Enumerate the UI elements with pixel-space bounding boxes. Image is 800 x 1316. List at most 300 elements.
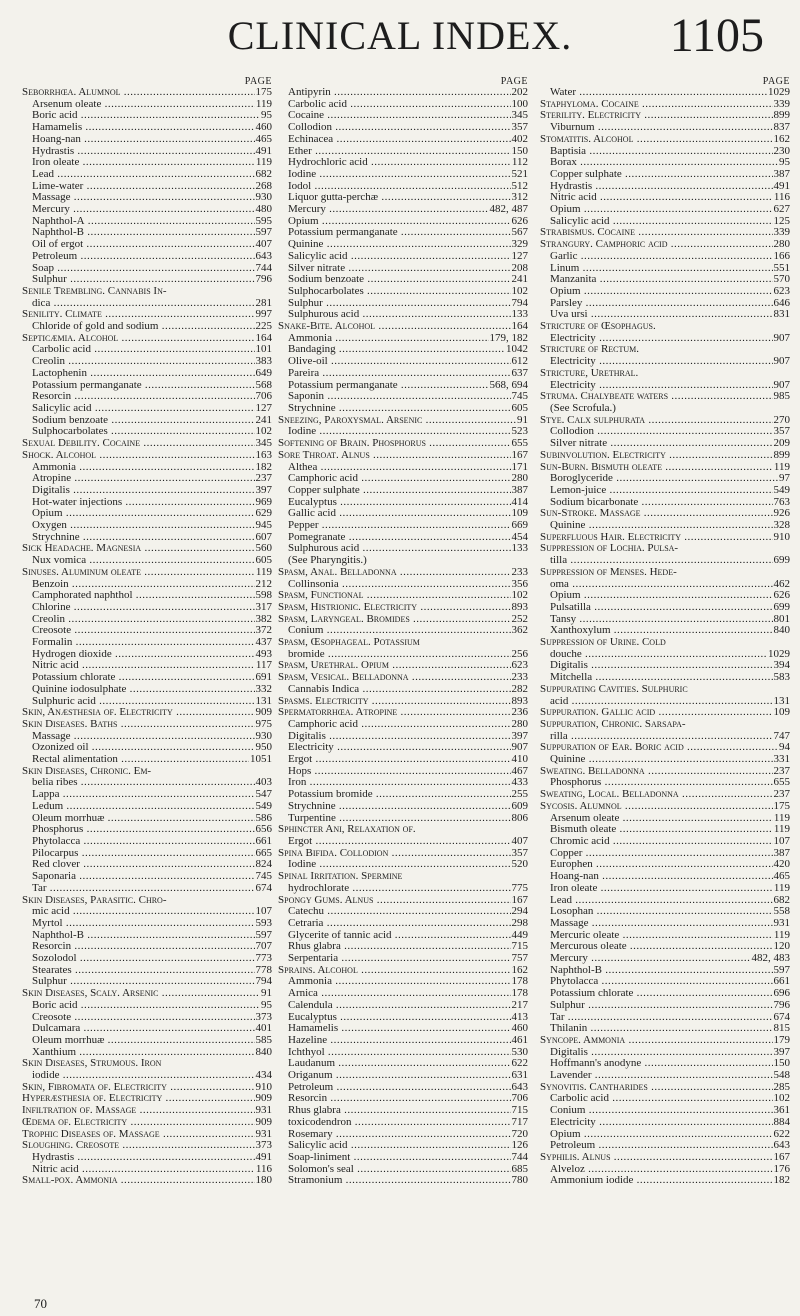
entry-page-ref: 521 xyxy=(511,168,528,180)
index-entry xyxy=(540,239,790,251)
index-entry xyxy=(22,321,272,333)
index-entry xyxy=(540,251,790,263)
entry-term: Xanthoxylum ..... xyxy=(550,625,790,636)
index-entry xyxy=(22,1058,272,1070)
entry-term: Œdema of. Electricity ..... xyxy=(22,1117,272,1128)
entry-term: Electricity ..... xyxy=(288,742,528,753)
index-entry xyxy=(540,1117,790,1129)
entry-term: Sneezing, Paroxysmal. Arsenic ..... xyxy=(278,415,528,426)
index-entry xyxy=(22,1117,272,1129)
index-entry xyxy=(22,227,272,239)
index-entry xyxy=(540,637,790,649)
entry-page-ref: 133 xyxy=(511,543,528,555)
entry-term: Bandaging ..... xyxy=(288,344,528,355)
entry-term: Petroleum ..... xyxy=(550,1140,790,1151)
index-entry xyxy=(22,1070,272,1082)
entry-page-ref: 570 xyxy=(773,274,790,286)
entry-page-ref: 178 xyxy=(511,976,528,988)
entry-term: Pulsatilla ..... xyxy=(550,602,790,613)
entry-term: Tar ..... xyxy=(550,1012,790,1023)
entry-page-ref: 899 xyxy=(773,449,790,461)
entry-page-ref: 607 xyxy=(255,531,272,543)
entry-page-ref: 717 xyxy=(511,1116,528,1128)
entry-page-ref: 97 xyxy=(779,473,790,485)
index-entry xyxy=(278,836,528,848)
index-entry xyxy=(540,204,790,216)
index-entry xyxy=(22,813,272,825)
entry-page-ref: 150 xyxy=(773,1058,790,1070)
index-entry xyxy=(278,988,528,1000)
entry-term: Sodium benzoate ..... xyxy=(32,415,272,426)
entry-page-ref: 268 xyxy=(255,180,272,192)
entry-page-ref: 133 xyxy=(511,309,528,321)
index-entry xyxy=(540,953,790,965)
index-entry xyxy=(540,719,790,731)
index-entry xyxy=(22,895,272,907)
entry-page-ref: 294 xyxy=(511,906,528,918)
entry-page-ref: 631 xyxy=(511,1070,528,1082)
entry-page-ref: 410 xyxy=(511,754,528,766)
entry-page-ref: 127 xyxy=(511,250,528,262)
entry-page-ref: 397 xyxy=(511,730,528,742)
entry-page-ref: 622 xyxy=(773,1128,790,1140)
index-entry xyxy=(278,450,528,462)
index-entry xyxy=(278,777,528,789)
entry-term: Sinuses. Aluminum oleate ..... xyxy=(22,567,272,578)
index-entry xyxy=(278,895,528,907)
entry-page-ref: 182 xyxy=(255,461,272,473)
entry-term: Naphthol-B ..... xyxy=(32,930,272,941)
entry-term: Naphthol-B ..... xyxy=(32,227,272,238)
entry-term: Softening of Brain. Phosphorus ..... xyxy=(278,438,528,449)
index-entry xyxy=(22,637,272,649)
index-entry xyxy=(22,426,272,438)
entry-page-ref: 930 xyxy=(255,192,272,204)
entry-term: Cocaine ..... xyxy=(288,110,528,121)
entry-term: Mercurous oleate ..... xyxy=(550,941,790,952)
entry-page-ref: 1042 xyxy=(506,344,528,356)
index-entry xyxy=(540,344,790,356)
entry-term: Suppression of Lochia. Pulsa- xyxy=(540,543,679,555)
entry-term: Spasms. Electricity ..... xyxy=(278,696,528,707)
index-entry xyxy=(22,380,272,392)
entry-page-ref: 706 xyxy=(255,391,272,403)
entry-page-ref: 329 xyxy=(511,239,528,251)
entry-term: Electricity ..... xyxy=(550,333,790,344)
index-entry xyxy=(22,953,272,965)
entry-page-ref: 1029 xyxy=(768,648,790,660)
entry-page-ref: 179 xyxy=(773,1034,790,1046)
index-entry xyxy=(540,1012,790,1024)
index-entry xyxy=(278,637,528,649)
entry-term: Solomon's seal ..... xyxy=(288,1164,528,1175)
index-entry xyxy=(22,181,272,193)
entry-page-ref: 931 xyxy=(773,917,790,929)
entry-term: Nux vomica ..... xyxy=(32,555,272,566)
index-entry xyxy=(540,906,790,918)
entry-page-ref: 345 xyxy=(255,438,272,450)
entry-term: Potassium bromide ..... xyxy=(288,789,528,800)
index-entry xyxy=(22,801,272,813)
entry-term: Salicylic acid ..... xyxy=(32,403,272,414)
entry-page-ref: 162 xyxy=(773,133,790,145)
entry-page-ref: 775 xyxy=(511,882,528,894)
entry-page-ref: 773 xyxy=(255,953,272,965)
entry-page-ref: 547 xyxy=(255,789,272,801)
entry-page-ref: 757 xyxy=(511,953,528,965)
entry-page-ref: 163 xyxy=(255,449,272,461)
index-entry xyxy=(540,391,790,403)
entry-term: Electricity ..... xyxy=(550,1117,790,1128)
entry-page-ref: 560 xyxy=(255,543,272,555)
entry-page-ref: 107 xyxy=(255,906,272,918)
entry-term: Suppression of Menses. Hede- xyxy=(540,566,677,578)
entry-term: Stearates ..... xyxy=(32,965,272,976)
entry-page-ref: 715 xyxy=(511,1105,528,1117)
entry-term: Digitalis ..... xyxy=(550,660,790,671)
index-entry xyxy=(22,87,272,99)
index-entry xyxy=(278,1152,528,1164)
index-entry xyxy=(540,380,790,392)
index-entry xyxy=(22,520,272,532)
entry-page-ref: 131 xyxy=(773,695,790,707)
entry-term: Carbolic acid ..... xyxy=(32,344,272,355)
index-entry xyxy=(22,532,272,544)
entry-term: Digitalis ..... xyxy=(550,1047,790,1058)
entry-page-ref: 480 xyxy=(255,204,272,216)
entry-term: Spasm, Urethral. Opium ..... xyxy=(278,660,528,671)
entry-term: Hoang-nan ..... xyxy=(32,134,272,145)
index-entry xyxy=(540,848,790,860)
entry-page-ref: 372 xyxy=(255,625,272,637)
index-entry xyxy=(540,883,790,895)
entry-term: Sphincter Ani, Relaxation of. xyxy=(278,824,416,836)
index-entry xyxy=(278,333,528,345)
entry-term: Chloride of gold and sodium ..... xyxy=(32,321,272,332)
entry-page-ref: 1051 xyxy=(250,754,272,766)
index-entry xyxy=(278,227,528,239)
entry-term: Stye. Calx sulphurata ..... xyxy=(540,415,790,426)
index-entry xyxy=(278,169,528,181)
index-entry xyxy=(278,813,528,825)
index-entry xyxy=(540,895,790,907)
entry-page-ref: 465 xyxy=(773,871,790,883)
entry-term: Oleum morrhuæ ..... xyxy=(32,1035,272,1046)
index-entry xyxy=(22,590,272,602)
entry-term: Ergot ..... xyxy=(288,836,528,847)
index-column-1 xyxy=(22,76,272,1187)
entry-term: Sun-Stroke. Massage ..... xyxy=(540,508,790,519)
index-entry xyxy=(278,216,528,228)
entry-term: Pomegranate ..... xyxy=(288,532,528,543)
entry-term: Sulphur ..... xyxy=(288,298,528,309)
entry-term: Sozolodol ..... xyxy=(32,953,272,964)
index-entry xyxy=(22,1152,272,1164)
entry-term: Salicylic acid ..... xyxy=(288,1140,528,1151)
entry-term: Sick Headache. Magnesia ..... xyxy=(22,543,272,554)
entry-term: Sulphurous acid ..... xyxy=(288,309,528,320)
entry-page-ref: 225 xyxy=(255,321,272,333)
entry-page-ref: 699 xyxy=(773,601,790,613)
entry-page-ref: 356 xyxy=(511,578,528,590)
index-entry xyxy=(540,415,790,427)
index-entry xyxy=(22,450,272,462)
entry-page-ref: 217 xyxy=(511,999,528,1011)
entry-page-ref: 595 xyxy=(255,215,272,227)
index-entry xyxy=(22,543,272,555)
entry-term: Oleum morrhuæ ..... xyxy=(32,813,272,824)
index-entry xyxy=(22,473,272,485)
entry-page-ref: 362 xyxy=(511,625,528,637)
entry-term: oma ..... xyxy=(550,579,790,590)
index-entry xyxy=(22,368,272,380)
index-entry xyxy=(22,754,272,766)
entry-page-ref: 237 xyxy=(773,765,790,777)
entry-term: Septicæmia. Alcohol ..... xyxy=(22,333,272,344)
entry-term: Mercury ..... xyxy=(288,204,528,215)
entry-term: Sulphuric acid ..... xyxy=(32,696,272,707)
index-entry xyxy=(540,754,790,766)
entry-page-ref: 387 xyxy=(511,484,528,496)
entry-page-ref: 609 xyxy=(511,800,528,812)
entry-term: Collodion ..... xyxy=(550,426,790,437)
index-entry xyxy=(22,789,272,801)
entry-page-ref: 661 xyxy=(773,976,790,988)
entry-term: Ammonium iodide ..... xyxy=(550,1175,790,1186)
entry-page-ref: 778 xyxy=(255,964,272,976)
entry-term: Spasm, Histrionic. Electricity ..... xyxy=(278,602,528,613)
index-entry xyxy=(22,333,272,345)
entry-page-ref: 414 xyxy=(511,496,528,508)
entry-page-ref: 931 xyxy=(255,1105,272,1117)
index-entry xyxy=(278,590,528,602)
index-entry xyxy=(278,965,528,977)
index-entry xyxy=(22,344,272,356)
entry-page-ref: 413 xyxy=(511,1011,528,1023)
index-entry xyxy=(278,146,528,158)
index-entry xyxy=(22,263,272,275)
entry-page-ref: 167 xyxy=(773,1151,790,1163)
index-entry xyxy=(540,555,790,567)
entry-page-ref: 910 xyxy=(773,531,790,543)
entry-page-ref: 127 xyxy=(255,402,272,414)
index-entry xyxy=(540,356,790,368)
index-entry xyxy=(540,1058,790,1070)
entry-term: Stramonium ..... xyxy=(288,1175,528,1186)
entry-page-ref: 605 xyxy=(255,555,272,567)
entry-page-ref: 102 xyxy=(511,285,528,297)
entry-page-ref: 237 xyxy=(255,473,272,485)
entry-page-ref: 373 xyxy=(255,1140,272,1152)
entry-page-ref: 91 xyxy=(517,414,528,426)
index-entry xyxy=(540,227,790,239)
entry-page-ref: 629 xyxy=(255,508,272,520)
entry-page-ref: 119 xyxy=(773,882,790,894)
index-entry xyxy=(540,1000,790,1012)
entry-term: Lime-water ..... xyxy=(32,181,272,192)
entry-page-ref: 840 xyxy=(255,1046,272,1058)
index-entry xyxy=(540,789,790,801)
index-entry xyxy=(540,298,790,310)
index-entry xyxy=(22,579,272,591)
entry-term: Potassium chlorate ..... xyxy=(550,988,790,999)
index-entry xyxy=(278,660,528,672)
index-entry xyxy=(540,801,790,813)
entry-term: Arnica ..... xyxy=(288,988,528,999)
entry-page-ref: 612 xyxy=(511,356,528,368)
entry-term: Soap-liniment ..... xyxy=(288,1152,528,1163)
entry-term: Hoffmann's anodyne ..... xyxy=(550,1058,790,1069)
entry-term: Ergot ..... xyxy=(288,754,528,765)
entry-page-ref: 116 xyxy=(255,1163,272,1175)
entry-term: Creosote ..... xyxy=(32,625,272,636)
entry-term: Hazeline ..... xyxy=(288,1035,528,1046)
entry-page-ref: 233 xyxy=(511,566,528,578)
entry-page-ref: 401 xyxy=(255,1023,272,1035)
entry-page-ref: 119 xyxy=(255,157,272,169)
entry-term: Massage ..... xyxy=(32,192,272,203)
index-entry xyxy=(22,1035,272,1047)
entry-page-ref: 125 xyxy=(773,215,790,227)
index-entry xyxy=(22,719,272,731)
entry-term: Sulphurous acid ..... xyxy=(288,543,528,554)
index-entry xyxy=(22,216,272,228)
index-entry xyxy=(540,520,790,532)
entry-page-ref: 102 xyxy=(255,426,272,438)
entry-page-ref: 94 xyxy=(779,742,790,754)
entry-term: Staphyloma. Cocaine ..... xyxy=(540,99,790,110)
index-entry xyxy=(540,742,790,754)
entry-page-ref: 605 xyxy=(511,402,528,414)
entry-term: Tansy ..... xyxy=(550,614,790,625)
entry-term: Digitalis ..... xyxy=(288,731,528,742)
entry-page-ref: 460 xyxy=(255,122,272,134)
index-entry xyxy=(278,110,528,122)
entry-term: Electricity ..... xyxy=(550,356,790,367)
entry-term: Garlic ..... xyxy=(550,251,790,262)
entry-page-ref: 794 xyxy=(255,976,272,988)
entry-term: Opium ..... xyxy=(550,286,790,297)
entry-term: Sulphur ..... xyxy=(32,976,272,987)
entry-term: Potassium permanganate ..... xyxy=(288,227,528,238)
entry-page-ref: 926 xyxy=(773,508,790,520)
index-entry xyxy=(22,438,272,450)
index-entry xyxy=(22,508,272,520)
entry-term: Potassium permanganate ..... xyxy=(32,380,272,391)
index-entry xyxy=(22,146,272,158)
entry-page-ref: 102 xyxy=(511,590,528,602)
entry-term: Senility. Climate ..... xyxy=(22,309,272,320)
entry-page-ref: 893 xyxy=(511,601,528,613)
index-entry xyxy=(278,286,528,298)
index-entry xyxy=(278,953,528,965)
entry-page-ref: 626 xyxy=(773,590,790,602)
entry-term: Nitric acid ..... xyxy=(32,660,272,671)
entry-term: Soap ..... xyxy=(32,263,272,274)
entry-term: Petroleum ..... xyxy=(32,251,272,262)
entry-term: Uva ursi ..... xyxy=(550,309,790,320)
entry-term: Potassium chlorate ..... xyxy=(32,672,272,683)
entry-page-ref: 715 xyxy=(511,941,528,953)
index-entry xyxy=(540,309,790,321)
index-entry xyxy=(22,110,272,122)
entry-term: Lead ..... xyxy=(32,169,272,180)
entry-term: douche ..... xyxy=(550,649,790,660)
index-entry xyxy=(22,941,272,953)
entry-term: Stomatitis. Alcohol ..... xyxy=(540,134,790,145)
entry-page-ref: 997 xyxy=(255,309,272,321)
entry-page-ref: 282 xyxy=(511,683,528,695)
index-entry xyxy=(278,485,528,497)
entry-term: Resorcin ..... xyxy=(288,1093,528,1104)
entry-term: Mitchella ..... xyxy=(550,672,790,683)
index-entry xyxy=(278,1093,528,1105)
entry-page-ref: 182 xyxy=(773,1175,790,1187)
entry-term: Sexual Debility. Cocaine ..... xyxy=(22,438,272,449)
index-entry xyxy=(540,274,790,286)
entry-page-ref: 907 xyxy=(773,379,790,391)
entry-term: Naphthol-B ..... xyxy=(550,965,790,976)
signature-mark: 70 xyxy=(34,1296,47,1311)
index-entry xyxy=(278,1035,528,1047)
entry-term: Iodine ..... xyxy=(288,169,528,180)
entry-page-ref: 462 xyxy=(773,578,790,590)
index-entry xyxy=(540,286,790,298)
page-header xyxy=(0,8,800,66)
entry-page-ref: 656 xyxy=(255,824,272,836)
entry-page-ref: 745 xyxy=(255,871,272,883)
entry-term: Spasm, Functional ..... xyxy=(278,590,528,601)
entry-page-ref: 119 xyxy=(773,812,790,824)
index-entry xyxy=(540,192,790,204)
index-entry xyxy=(22,1047,272,1059)
entry-term: Rectal alimentation ..... xyxy=(32,754,272,765)
entry-term: Ozonized oil ..... xyxy=(32,742,272,753)
index-entry xyxy=(540,625,790,637)
index-entry xyxy=(278,462,528,474)
entry-term: Synovitis. Cantharides ..... xyxy=(540,1082,790,1093)
index-entry xyxy=(540,543,790,555)
index-entry xyxy=(278,1023,528,1035)
entry-term: Olive-oil ..... xyxy=(288,356,528,367)
index-entry xyxy=(22,614,272,626)
entry-page-ref: 281 xyxy=(255,297,272,309)
entry-page-ref: 387 xyxy=(773,847,790,859)
entry-page-ref: 465 xyxy=(255,133,272,145)
entry-term: Superfluous Hair. Electricity ..... xyxy=(540,532,790,543)
index-entry xyxy=(278,157,528,169)
index-entry xyxy=(278,309,528,321)
index-entry-list xyxy=(278,87,528,1187)
entry-term: Sulphocarbolates ..... xyxy=(32,426,272,437)
entry-page-ref: 95 xyxy=(261,110,272,122)
index-entry xyxy=(278,871,528,883)
entry-term: Spasm, Anal. Belladonna ..... xyxy=(278,567,528,578)
index-entry xyxy=(22,625,272,637)
entry-term: Iron oleate ..... xyxy=(32,157,272,168)
entry-page-ref: 643 xyxy=(511,1081,528,1093)
entry-term: Althea ..... xyxy=(288,462,528,473)
entry-page-ref: 649 xyxy=(255,367,272,379)
entry-term: Arsenum oleate ..... xyxy=(550,813,790,824)
entry-term: Atropine ..... xyxy=(32,473,272,484)
index-entry xyxy=(278,1047,528,1059)
entry-term: Echinacea ..... xyxy=(288,134,528,145)
index-entry xyxy=(278,181,528,193)
index-entry xyxy=(540,426,790,438)
index-entry xyxy=(540,462,790,474)
entry-term: Boroglyceride ..... xyxy=(550,473,790,484)
